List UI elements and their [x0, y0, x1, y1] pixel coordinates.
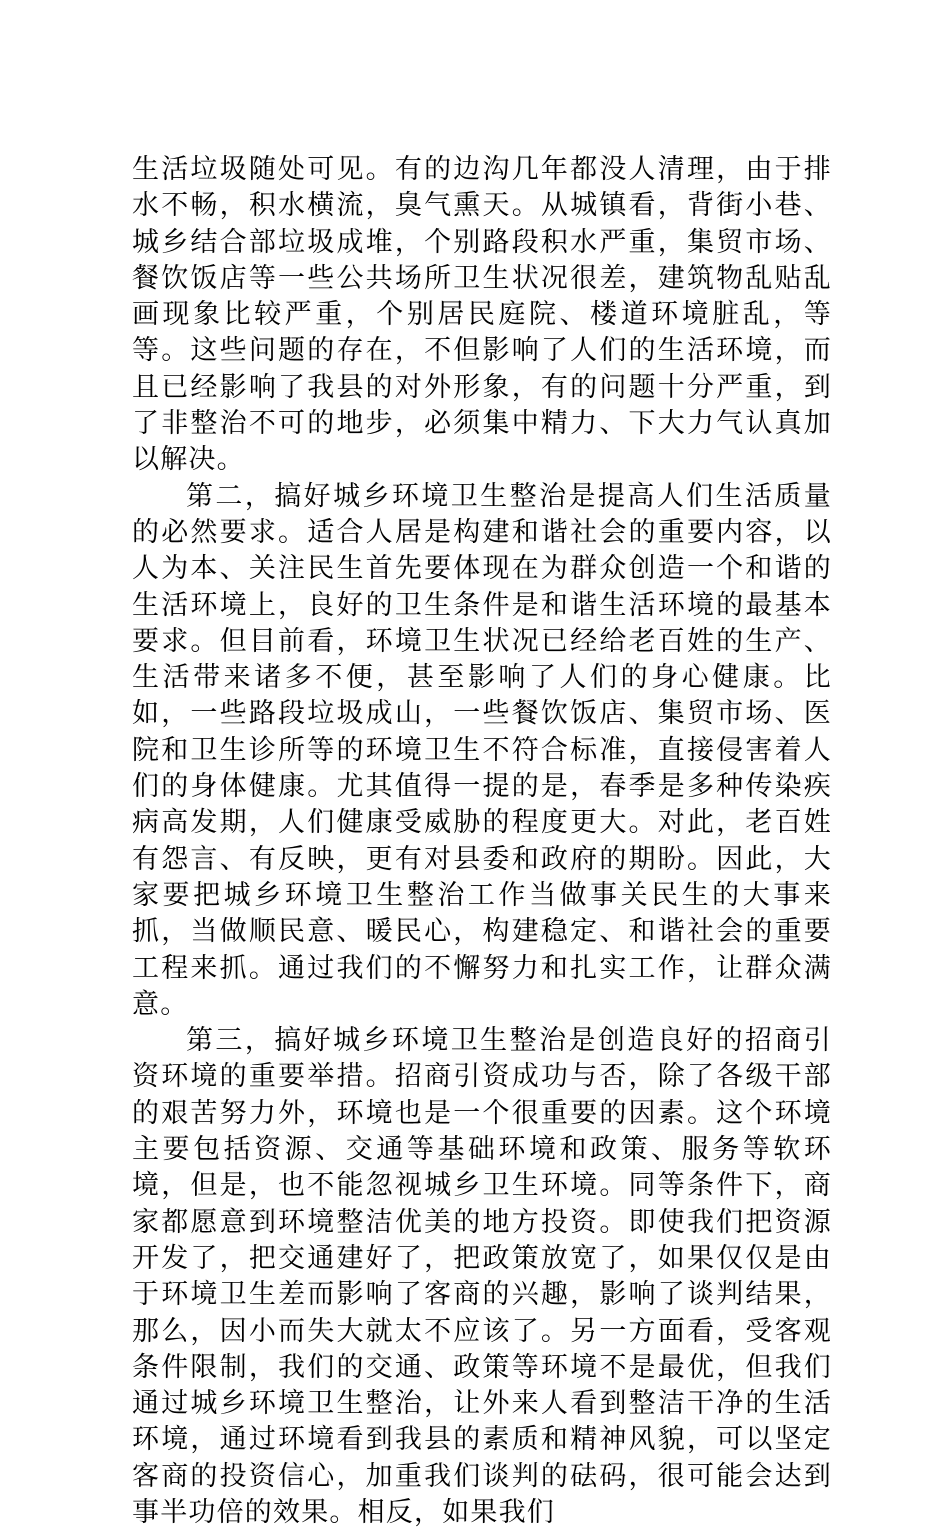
paragraph-1: 生活垃圾随处可见。有的边沟几年都没人清理，由于排水不畅，积水横流，臭气熏天。从城镇看，背街小巷、城乡结合部垃圾成堆，个别路段积水严重，集贸市场、餐饮饭店等一些公共场所卫生状况很差，建筑物乱贴乱画现象比较严重，个别居民庭院、楼道环境脏乱，等等。这些问题的存在，不但影响了人们的生活环境，而且已经影响了我县的对外形象，有的问题十分严重，到了非整治不可的地步，必须集中精力、下大力气认真加以解决。: [132, 154, 832, 476]
paragraph-3: 第三，搞好城乡环境卫生整治是创造良好的招商引资环境的重要举措。招商引资成功与否，除了各级干部的艰苦努力外，环境也是一个很重要的因素。这个环境主要包括资源、交通等基础环境和政策、服务等软环境，但是，也不能忽视城乡卫生环境。同等条件下，商家都愿意到环境整洁优美的地方投资。即使我们把资源开发了，把交通建好了，把政策放宽了，如果仅仅是由于环境卫生差而影响了客商的兴趣，影响了谈判结果，那么，因小而失大就太不应该了。另一方面看，受客观条件限制，我们的交通、政策等环境不是最优，但我们通过城乡环境卫生整治，让外来人看到整洁干净的生活环境，通过环境看到我县的素质和精神风貌，可以坚定客商的投资信心，加重我们谈判的砝码，很可能会达到事半功倍的效果。相反，如果我们: [132, 1025, 832, 1528]
document-body: [132, 152, 832, 1531]
paragraph-2: 第二，搞好城乡环境卫生整治是提高人们生活质量的必然要求。适合人居是构建和谐社会的重要内容，以人为本、关注民生首先要体现在为群众创造一个和谐的生活环境上，良好的卫生条件是和谐生活环境的最基本要求。但目前看，环境卫生状况已经给老百姓的生产、生活带来诸多不便，甚至影响了人们的身心健康。比如，一些路段垃圾成山，一些餐饮饭店、集贸市场、医院和卫生诊所等的环境卫生不符合标准，直接侵害着人们的身体健康。尤其值得一提的是，春季是多种传染疾病高发期，人们健康受威胁的程度更大。对此，老百姓有怨言、有反映，更有对县委和政府的期盼。因此，大家要把城乡环境卫生整治工作当做事关民生的大事来抓，当做顺民意、暖民心，构建稳定、和谐社会的重要工程来抓。通过我们的不懈努力和扎实工作，让群众满意。: [132, 480, 832, 1020]
